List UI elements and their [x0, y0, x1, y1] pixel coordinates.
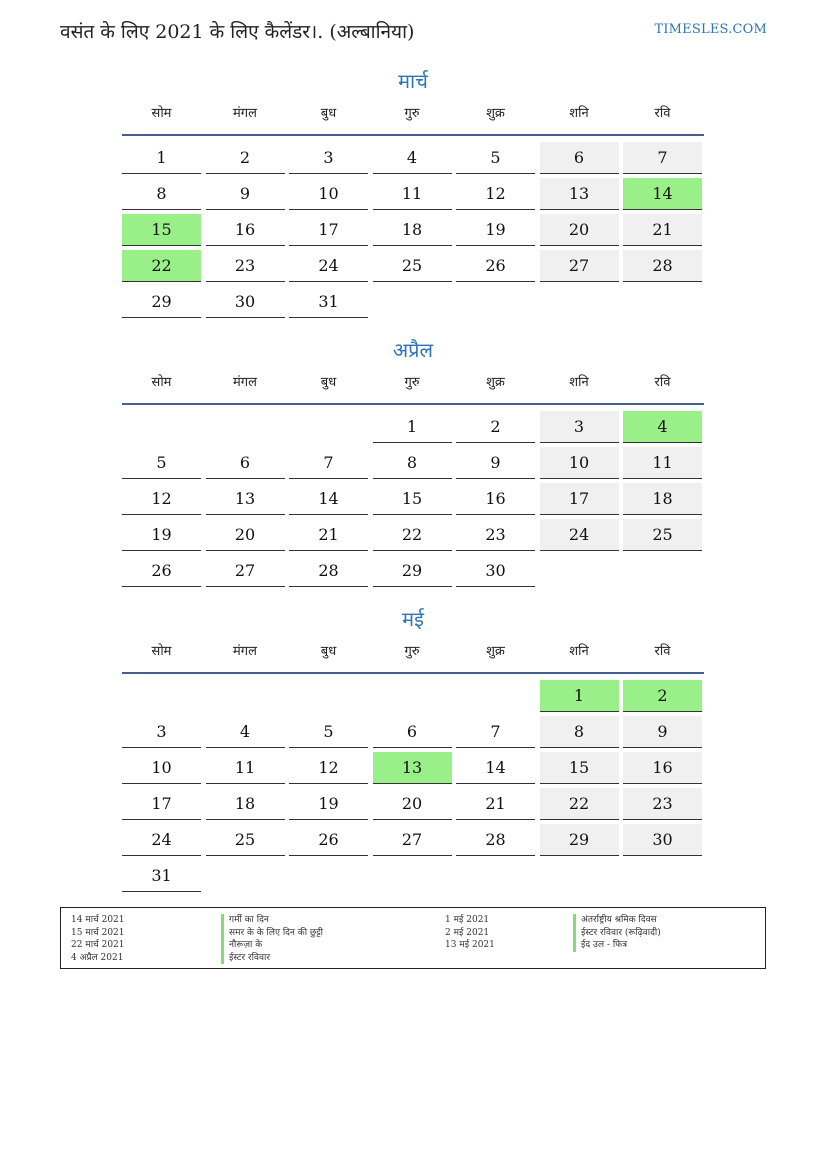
- weekday-label: सोम: [151, 375, 172, 390]
- day-cell: 25: [206, 824, 285, 856]
- day-cell: 10: [540, 447, 619, 479]
- day-cell: 13: [540, 178, 619, 210]
- weekday-header: [122, 373, 704, 399]
- day-cell: 13: [373, 752, 452, 784]
- site-link[interactable]: TIMESLES.COM: [654, 22, 767, 37]
- legend-holiday-name: अंतर्राष्ट्रीय श्रमिक दिवस: [573, 914, 661, 927]
- day-cell: 7: [623, 142, 702, 174]
- day-cell: 3: [289, 142, 368, 174]
- day-cell: 4: [206, 716, 285, 748]
- weekday-label: रवि: [654, 644, 671, 659]
- day-cell: 18: [623, 483, 702, 515]
- day-cell: 17: [122, 788, 201, 820]
- day-cell: 4: [373, 142, 452, 174]
- header-divider: [122, 134, 704, 136]
- day-cell: 17: [540, 483, 619, 515]
- weekday-label: सोम: [151, 106, 172, 121]
- days-grid: [122, 680, 704, 892]
- day-cell: 19: [289, 788, 368, 820]
- day-cell: 29: [373, 555, 452, 587]
- weekday-label: गुरु: [404, 644, 420, 659]
- day-cell: 30: [623, 824, 702, 856]
- day-cell: 25: [373, 250, 452, 282]
- month-may: [122, 604, 704, 892]
- day-cell: 17: [289, 214, 368, 246]
- legend-holiday-name: गर्मी का दिन: [221, 914, 323, 927]
- day-cell: 24: [540, 519, 619, 551]
- day-cell: 2: [206, 142, 285, 174]
- weekday-label: मंगल: [233, 644, 257, 659]
- day-cell: 23: [623, 788, 702, 820]
- day-cell: 20: [206, 519, 285, 551]
- day-cell: 5: [289, 716, 368, 748]
- weekday-label: शुक्र: [486, 644, 505, 659]
- day-cell: 8: [122, 178, 201, 210]
- weekday-label: शनि: [569, 644, 589, 659]
- day-cell: 7: [456, 716, 535, 748]
- day-cell: 16: [456, 483, 535, 515]
- legend-holiday-name: ईद उल - फित्र: [573, 939, 661, 952]
- day-cell: 8: [373, 447, 452, 479]
- day-cell: 1: [122, 142, 201, 174]
- day-cell: 9: [456, 447, 535, 479]
- day-cell: 6: [373, 716, 452, 748]
- month-march: [122, 66, 704, 318]
- day-cell: 9: [206, 178, 285, 210]
- weekday-label: शनि: [569, 106, 589, 121]
- weekday-label: सोम: [151, 644, 172, 659]
- legend-date: 14 मार्च 2021: [71, 915, 125, 925]
- legend-holiday-name: नौरूज़ा के: [221, 939, 323, 952]
- month-title: मई: [402, 607, 424, 631]
- day-cell: 11: [373, 178, 452, 210]
- legend-date: 13 मई 2021: [445, 940, 495, 950]
- day-cell: 22: [540, 788, 619, 820]
- day-cell: 13: [206, 483, 285, 515]
- day-cell: 27: [540, 250, 619, 282]
- day-cell: 28: [289, 555, 368, 587]
- day-cell: 26: [122, 555, 201, 587]
- day-cell: 11: [206, 752, 285, 784]
- weekday-label: शुक्र: [486, 106, 505, 121]
- weekday-label: बुध: [320, 106, 337, 121]
- legend-dates-col1: [71, 914, 125, 964]
- day-cell: 7: [289, 447, 368, 479]
- days-grid: [122, 142, 704, 318]
- day-cell: 24: [122, 824, 201, 856]
- legend-dates-col2: [445, 914, 495, 952]
- month-april: [122, 335, 704, 587]
- day-cell: 18: [373, 214, 452, 246]
- day-cell: 28: [623, 250, 702, 282]
- weekday-label: बुध: [320, 375, 337, 390]
- weekday-label: मंगल: [233, 375, 257, 390]
- day-cell: 9: [623, 716, 702, 748]
- day-cell: 6: [540, 142, 619, 174]
- day-cell: 16: [623, 752, 702, 784]
- weekday-label: रवि: [654, 106, 671, 121]
- day-cell: 2: [623, 680, 702, 712]
- day-cell: 14: [456, 752, 535, 784]
- days-grid: [122, 411, 704, 587]
- weekday-label: शनि: [569, 375, 589, 390]
- day-cell: 12: [122, 483, 201, 515]
- day-cell: 1: [373, 411, 452, 443]
- day-cell: 26: [289, 824, 368, 856]
- day-cell: 5: [122, 447, 201, 479]
- day-cell: 8: [540, 716, 619, 748]
- legend-names-col1: [221, 914, 323, 964]
- month-title: मार्च: [398, 69, 428, 93]
- legend-date: 1 मई 2021: [445, 915, 490, 925]
- day-cell: 18: [206, 788, 285, 820]
- header-divider: [122, 403, 704, 405]
- day-cell: 14: [289, 483, 368, 515]
- legend-date: 2 मई 2021: [445, 927, 490, 938]
- day-cell: 19: [122, 519, 201, 551]
- weekday-label: रवि: [654, 375, 671, 390]
- day-cell: 31: [122, 860, 201, 892]
- day-cell: 6: [206, 447, 285, 479]
- day-cell: 22: [122, 250, 201, 282]
- day-cell: 15: [122, 214, 201, 246]
- day-cell: 24: [289, 250, 368, 282]
- day-cell: 25: [623, 519, 702, 551]
- day-cell: 15: [540, 752, 619, 784]
- day-cell: 11: [623, 447, 702, 479]
- day-cell: 10: [122, 752, 201, 784]
- weekday-label: शुक्र: [486, 375, 505, 390]
- legend-holiday-name: ईस्टर रविवार: [221, 952, 323, 965]
- day-cell: 26: [456, 250, 535, 282]
- day-cell: 29: [122, 286, 201, 318]
- day-cell: 23: [456, 519, 535, 551]
- day-cell: 31: [289, 286, 368, 318]
- header-divider: [122, 672, 704, 674]
- weekday-label: गुरु: [404, 106, 420, 121]
- day-cell: 1: [540, 680, 619, 712]
- month-title: अप्रैल: [392, 338, 434, 362]
- day-cell: 3: [540, 411, 619, 443]
- legend-date: 22 मार्च 2021: [71, 940, 125, 950]
- day-cell: 20: [540, 214, 619, 246]
- day-cell: 12: [289, 752, 368, 784]
- day-cell: 28: [456, 824, 535, 856]
- day-cell: 12: [456, 178, 535, 210]
- weekday-header: [122, 104, 704, 130]
- legend-date: 4 अप्रैल 2021: [71, 952, 124, 963]
- day-cell: 14: [623, 178, 702, 210]
- day-cell: 20: [373, 788, 452, 820]
- day-cell: 15: [373, 483, 452, 515]
- weekday-label: मंगल: [233, 106, 257, 121]
- day-cell: 21: [456, 788, 535, 820]
- weekday-label: बुध: [320, 644, 337, 659]
- day-cell: 21: [289, 519, 368, 551]
- legend-holiday-name: ईस्टर रविवार (रूढ़िवादी): [573, 927, 661, 940]
- holiday-legend: [60, 907, 766, 969]
- day-cell: 30: [456, 555, 535, 587]
- weekday-label: गुरु: [404, 375, 420, 390]
- day-cell: 22: [373, 519, 452, 551]
- legend-date: 15 मार्च 2021: [71, 927, 125, 938]
- legend-names-col2: [573, 914, 661, 952]
- day-cell: 30: [206, 286, 285, 318]
- page-title: वसंत के लिए 2021 के लिए कैलेंडर।. (अल्बानिया): [60, 21, 415, 43]
- day-cell: 19: [456, 214, 535, 246]
- day-cell: 23: [206, 250, 285, 282]
- day-cell: 29: [540, 824, 619, 856]
- day-cell: 3: [122, 716, 201, 748]
- day-cell: 10: [289, 178, 368, 210]
- weekday-header: [122, 642, 704, 668]
- day-cell: 27: [373, 824, 452, 856]
- day-cell: 5: [456, 142, 535, 174]
- day-cell: 27: [206, 555, 285, 587]
- day-cell: 16: [206, 214, 285, 246]
- day-cell: 4: [623, 411, 702, 443]
- day-cell: 21: [623, 214, 702, 246]
- legend-holiday-name: समर के के लिए दिन की छुट्टी: [221, 927, 323, 940]
- day-cell: 2: [456, 411, 535, 443]
